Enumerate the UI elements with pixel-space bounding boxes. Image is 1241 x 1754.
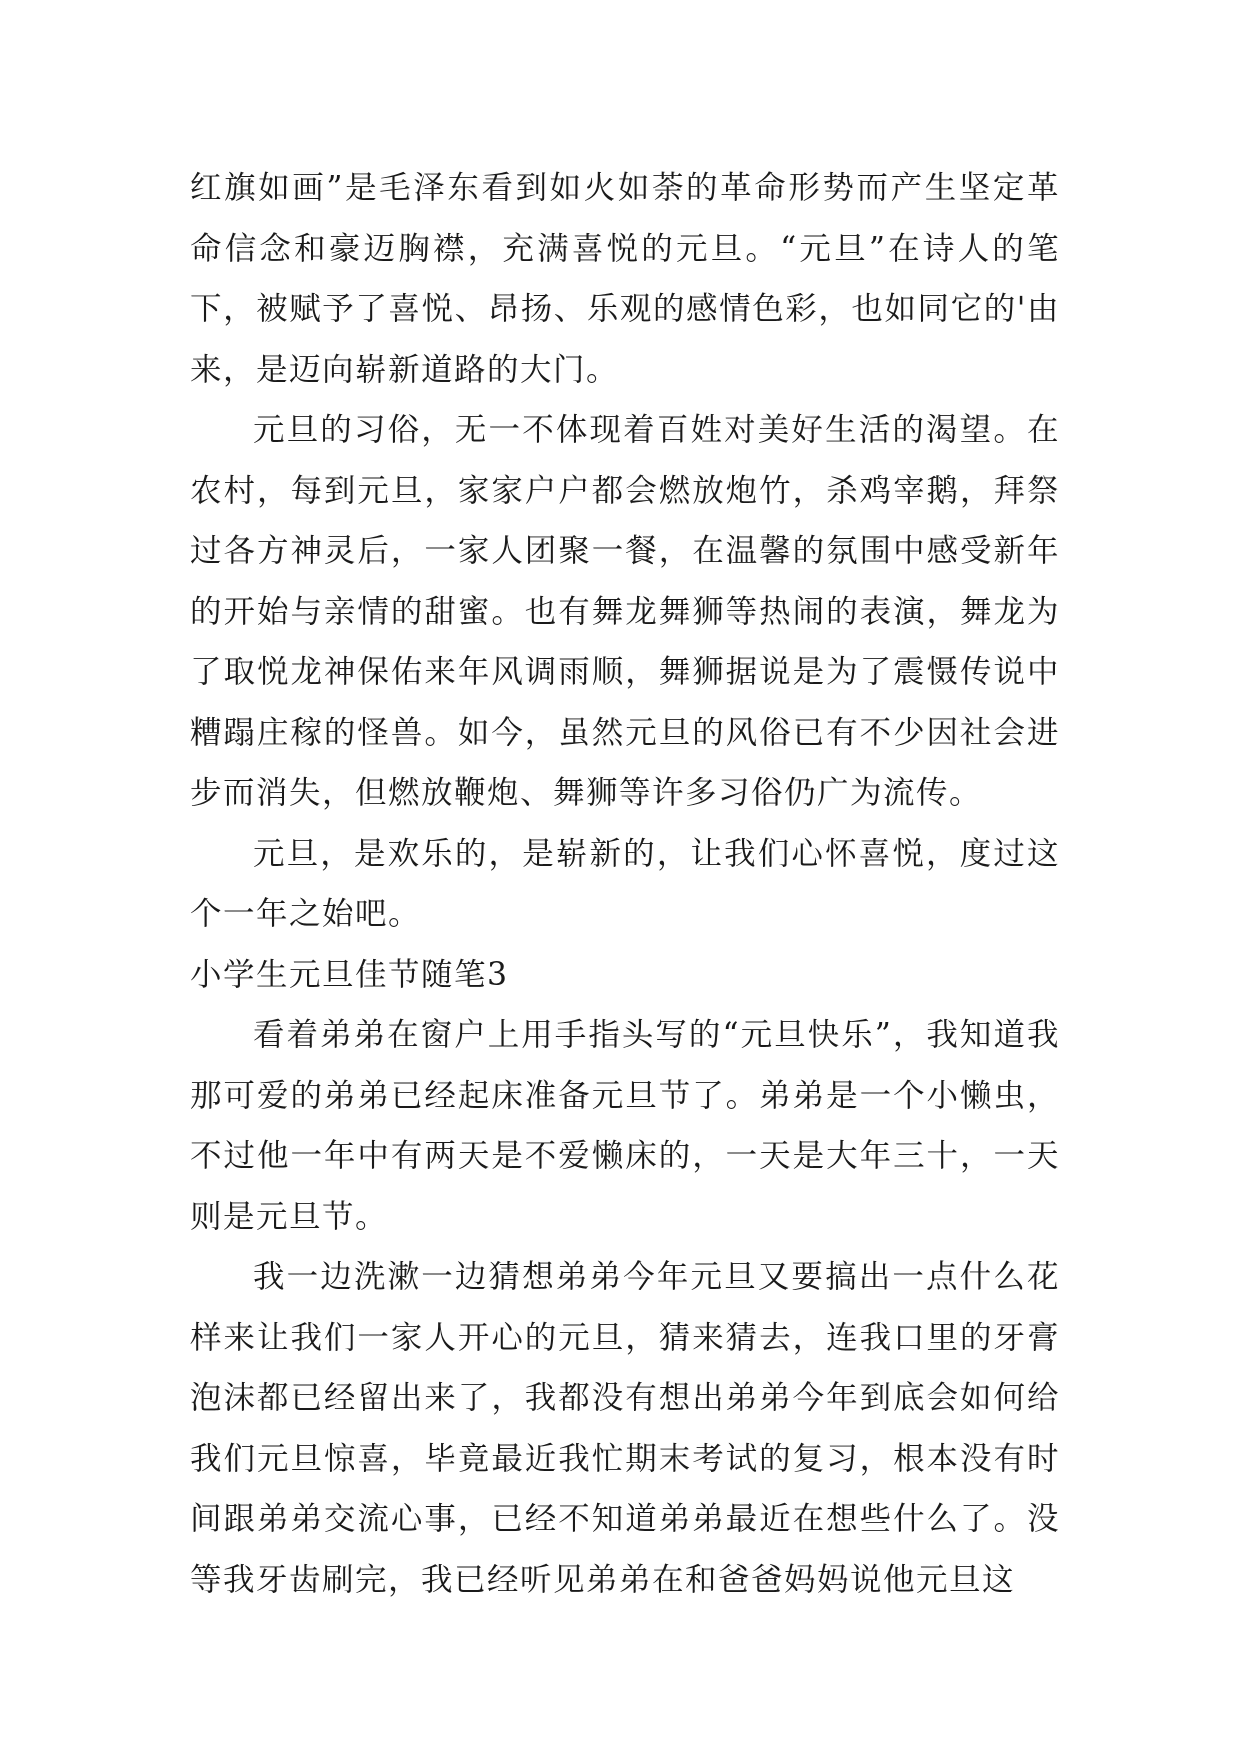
paragraph-brother-window: 看着弟弟在窗户上用手指头写的“元旦快乐”，我知道我那可爱的弟弟已经起床准备元旦节了。弟弟是一个小懒虫，不过他一年中有两天是不爱懒床的，一天是大年三十，一天则是元旦节。 [190,1017,1060,1235]
section-title: 小学生元旦佳节随笔3 [190,956,509,993]
paragraph-new-year-customs: 元旦的习俗，无一不体现着百姓对美好生活的渴望。在农村，每到元旦，家家户户都会燃放炮竹，杀鸡宰鹅，拜祭过各方神灵后，一家人团聚一餐，在温馨的氛围中感受新年的开始与亲情的甜蜜。也有舞龙舞狮等热闹的表演，舞龙为了取悦龙神保佑来年风调雨顺，舞狮据说是为了震慑传说中糟蹋庄稼的怪兽。如今，虽然元旦的风俗已有不少因社会进步而消失，但燃放鞭炮、舞狮等许多习俗仍广为流传。 [190,412,1060,811]
paragraph-morning-thoughts: 我一边洗漱一边猜想弟弟今年元旦又要搞出一点什么花样来让我们一家人开心的元旦，猜来猜去，连我口里的牙膏泡沫都已经留出来了，我都没有想出弟弟今年到底会如何给我们元旦惊喜，毕竟最近我忙期末考试的复习，根本没有时间跟弟弟交流心事，已经不知道弟弟最近在想些什么了。没等我牙齿刷完，我已经听见弟弟在和爸爸妈妈说他元旦这 [190,1259,1060,1598]
document-body [190,158,1060,1610]
paragraph-poem-commentary: 红旗如画”是毛泽东看到如火如荼的革命形势而产生坚定革命信念和豪迈胸襟，充满喜悦的元旦。“元旦”在诗人的笔下，被赋予了喜悦、昂扬、乐观的感情色彩，也如同它的'由来，是迈向崭新道路的大门。 [190,170,1060,388]
paragraph-closing: 元旦，是欢乐的，是崭新的，让我们心怀喜悦，度过这个一年之始吧。 [190,835,1060,932]
